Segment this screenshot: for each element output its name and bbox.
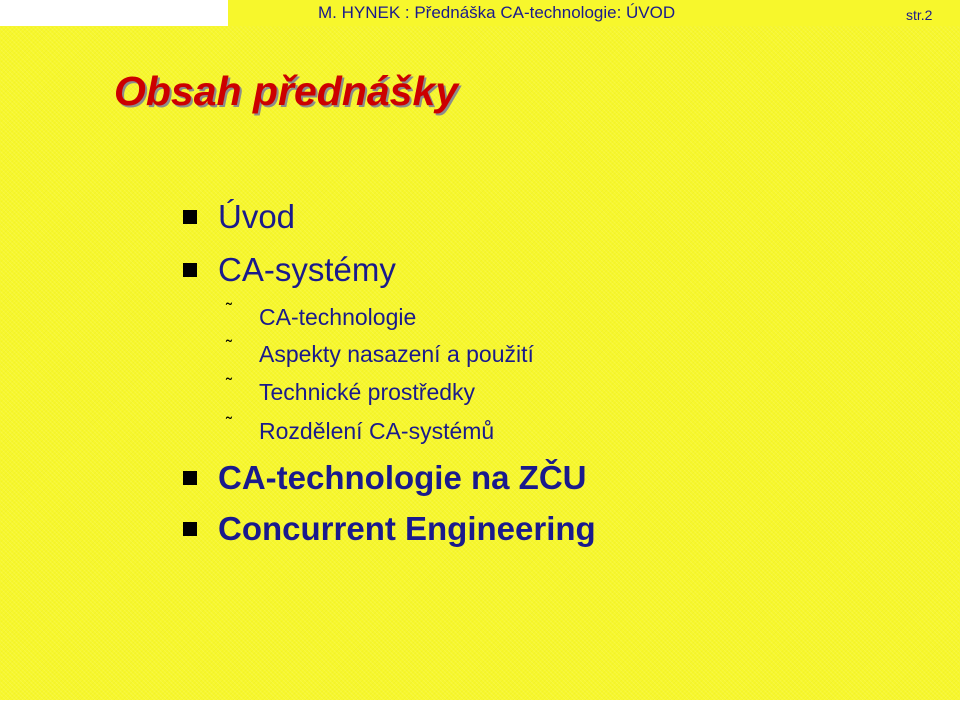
tilde-icon: ˜ [226,337,232,357]
list-item-label: CA-systémy [218,251,396,288]
slide-title: Obsah přednášky [114,68,459,114]
sub-item-label: Aspekty nasazení a použití [259,341,534,367]
list-item-label: Concurrent Engineering [218,510,596,547]
list-item-uvod [183,198,295,236]
black-square-icon [183,210,197,224]
tilde-icon: ˜ [226,375,232,395]
sub-item-label: Technické prostředky [259,379,476,405]
sub-item-label: CA-technologie [259,304,417,330]
tilde-icon: ˜ [226,414,232,434]
sub-item-label: Rozdělení CA-systémů [259,418,495,444]
list-item-label: Úvod [218,198,296,235]
page-number: str.2 [906,7,933,23]
list-item-ca-technologie-zcu [183,459,587,497]
black-square-icon [183,522,197,536]
black-square-icon [183,263,197,277]
list-item-concurrent-engineering [183,510,596,548]
list-item-ca-systemy [183,251,396,289]
black-square-icon [183,471,197,485]
sub-item-aspekty [226,337,534,368]
list-item-label: CA-technologie na ZČU [218,459,587,496]
sub-item-rozdeleni [226,414,495,445]
bottom-strip [0,700,960,716]
sub-item-ca-technologie [226,300,417,331]
header-title: M. HYNEK : Přednáška CA-technologie: ÚVOD [318,3,676,22]
tilde-icon: ˜ [226,300,232,320]
sub-item-technicke-prostredky [226,375,476,406]
